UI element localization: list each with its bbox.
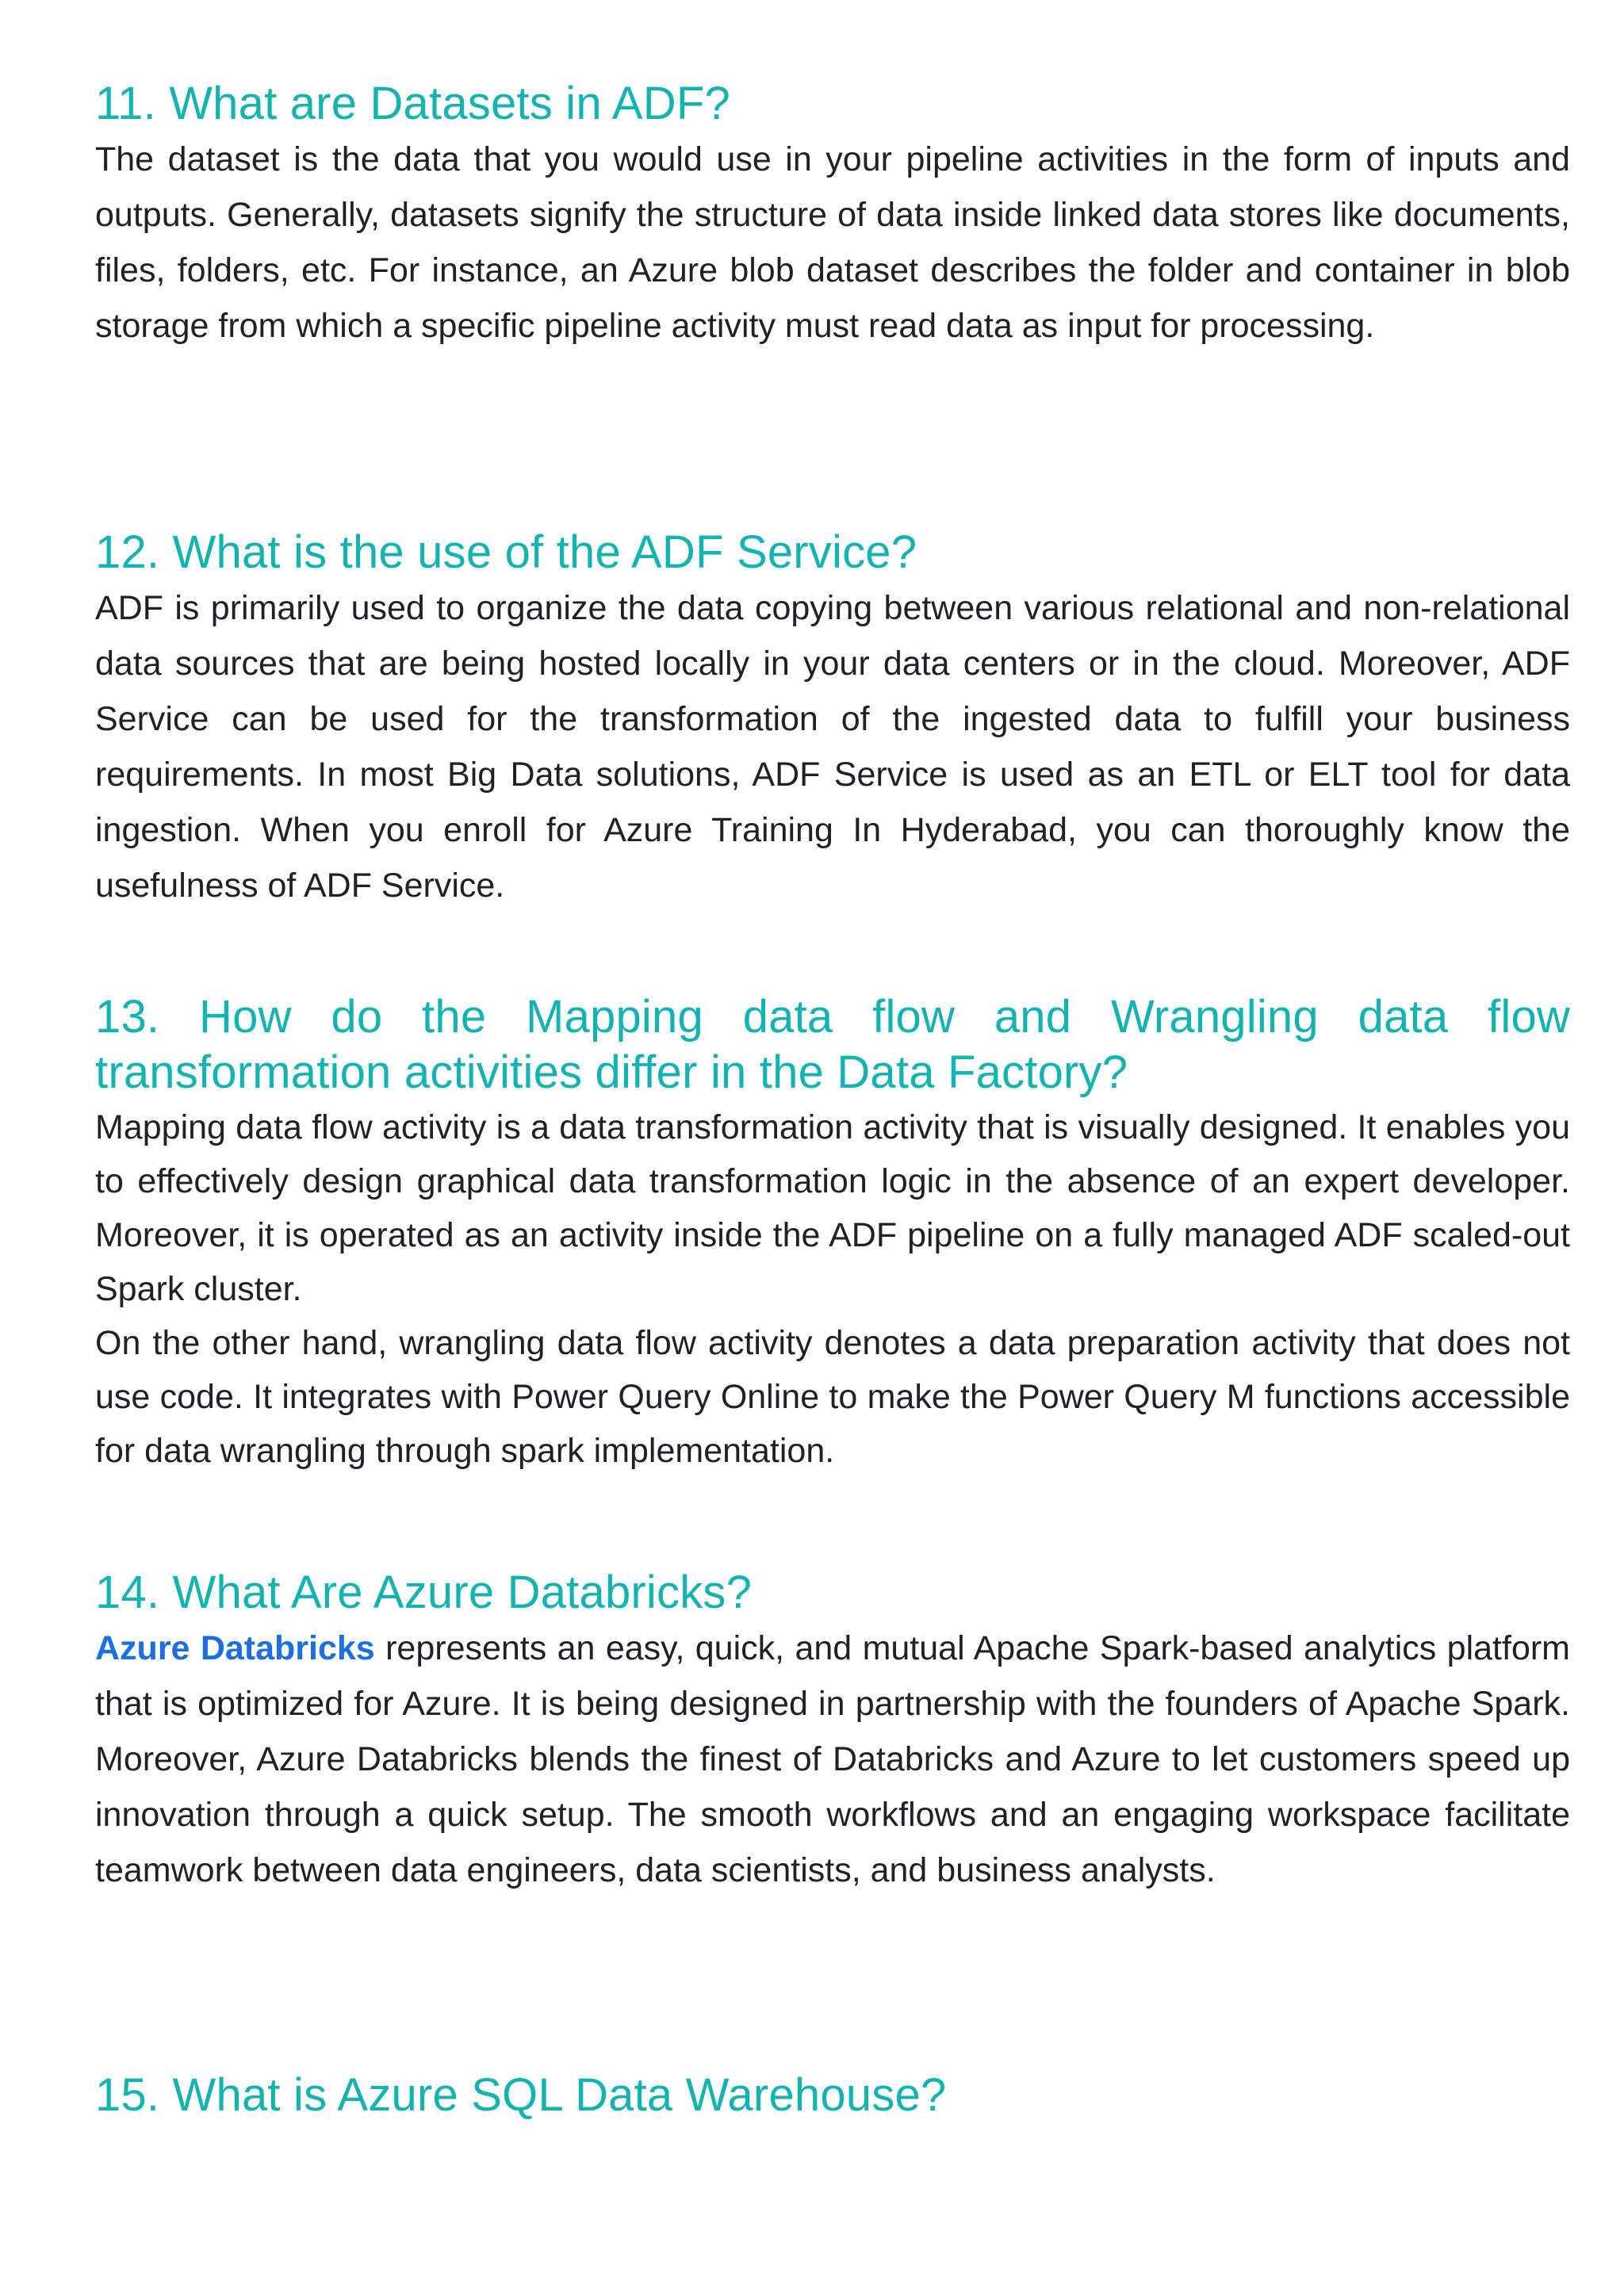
- section-heading: 13. How do the Mapping data flow and Wrangling data flow transformation activities differ in the Data Factory?: [95, 991, 1570, 1098]
- section-body-paragraph-2: On the other hand, wrangling data flow activity denotes a data preparation activity that does not use code. It integrates with Power Query Online to make the Power Query M functions accessible for data wrangling through spark implementation.: [95, 1324, 1570, 1470]
- section-body: The dataset is the data that you would use in your pipeline activities in the form of inputs and outputs. Generally, datasets signify the structure of data inside linked data stores like documents, files, folders, etc. For instance, an Azure blob dataset describes the folder and container in blob storage from which a specific pipeline activity must read data as input for processing.: [95, 140, 1570, 345]
- section-heading: 11. What are Datasets in ADF?: [95, 78, 730, 129]
- section-11: [95, 76, 1570, 354]
- azure-databricks-link[interactable]: Azure Databricks: [95, 1629, 375, 1667]
- section-heading: 14. What Are Azure Databricks?: [95, 1567, 753, 1618]
- section-heading: 12. What is the use of the ADF Service?: [95, 526, 917, 578]
- section-13: [95, 989, 1570, 1478]
- section-body-text: represents an easy, quick, and mutual Apache Spark-based analytics platform that is optimized for Azure. It is being designed in partnership with the founders of Apache Spark. Moreover, Azure Databricks blends the finest of Databricks and Azure to let customers speed up innovation through a quick setup. The smooth workflows and an engaging workspace facilitate teamwork between data engineers, data scientists, and business analysts.: [95, 1629, 1570, 1889]
- section-15: [95, 2068, 1570, 2123]
- section-heading: 15. What is Azure SQL Data Warehouse?: [95, 2069, 947, 2121]
- section-body: ADF is primarily used to organize the data copying between various relational and non-relational data sources that are being hosted locally in your data centers or in the cloud. Moreover, ADF Service can be used for the transformation of the ingested data to fulfill your business requirements. In most Big Data solutions, ADF Service is used as an ETL or ELT tool for data ingestion. When you enroll for Azure Training In Hyderabad, you can thoroughly know the usefulness of ADF Service.: [95, 589, 1570, 905]
- section-body: [95, 1621, 1570, 1898]
- section-body-paragraph-1: Mapping data flow activity is a data transformation activity that is visually designed. It enables you to effectively design graphical data transformation logic in the absence of an expert developer. Moreover, it is operated as an activity inside the ADF pipeline on a fully managed ADF scaled-out Spark cluster.: [95, 1108, 1570, 1308]
- section-12: [95, 525, 1570, 913]
- section-14: [95, 1565, 1570, 1898]
